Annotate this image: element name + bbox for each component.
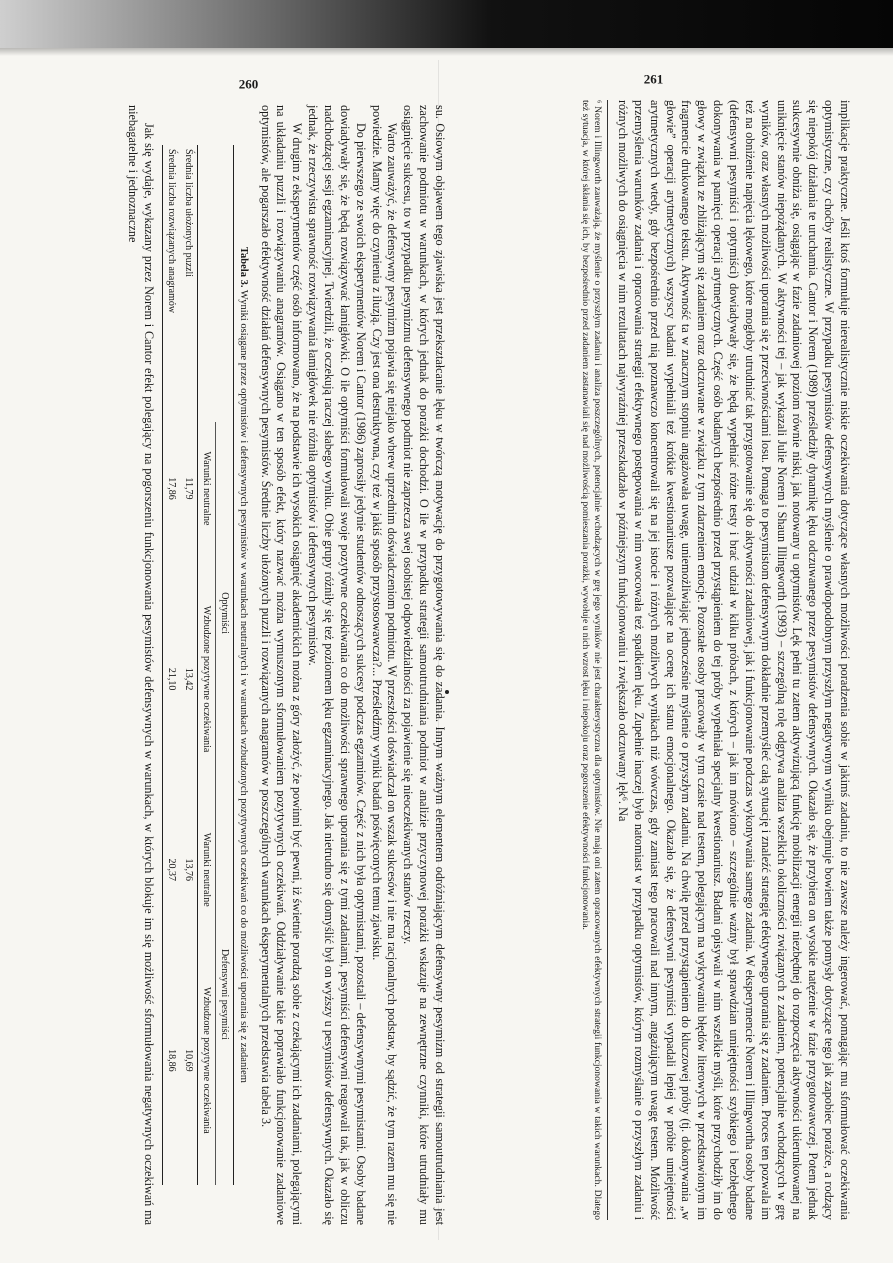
table-cell: 21,10 xyxy=(163,554,181,803)
paragraph: implikacje praktyczne. Jeśli ktoś formułuje nierealistycznie niskie oczekiwania dotyczące własnych możliwości poradzenia sobie w jakimś zadaniu, to nie zawsze należy ingerować, pomagając mu sformułować oczekiwania optymistyczne, czy choćby realistyczne. W przypadku pesymistów defensywnych myślenie o prawdopodobnym przyszłym negatywnym wyniku obejmuje bowiem także pomysły dotyczące tego jak zapobiec porażce, a rodzący się niepokój działania te uruchamia. Cantor i Norem (1989) prześledziły dynamikę lęku odczuwanego przez pesymistów defensywnych. Okazało się, że przybiera on wysokie natężenie w fazie przygotowawczej. Potem jednak sukcesywnie obniża się, osiągając w fazie zadaniowej poziom równie niski, jak notowany u optymistów. Lęk pełni tu zatem aktywizującą funkcję mobilizacji energii niezbędnej do rozpoczęcia aktywności ukierunkowanej na uniknięcie stanów niepożądanych. W aktywności tej – jak wykazali Julie Norem i Shaun Illingworth (1993) – szczególną rolę odgrywa analiza wszelkich okoliczności związanych z zadaniem, potencjalnie wchodzących w grę wyników, oraz własnych możliwości uporania się z przeciwnościami losu. Pomaga to pesymistom defensywnym dokładnie przemyśleć całą sytuację i znaleźć strategię efektywnego uporania się z zadaniem. Proces ten pozwala im też na obniżenie napięcia lękowego, które mogłoby utrudniać tak przygotowanie się do aktywności zadaniowej, jak i funkcjonowanie podczas wykonywania samego zadania. W eksperymencie Norem i Illingwortha osoby badane (defensywni pesymiści i optymiści) dowiadywały się, że będą wypełniać różne testy i brać udział w kilku próbach, z których – jak im mówiono – szczególnie ważny był sprawdzian umiejętności szybkiego i bezbłędnego dokonywania w pamięci operacji arytmetycznych. Część osób badanych bezpośrednio przed przystąpieniem do tej próby wypełniała specjalny kwestionariusz. Badani opisywali w nim wszelkie myśli, które przychodziły im do głowy w związku ze zbliżającym się zadaniem oraz odczuwane w związku z tym zdarzeniem emocje. Pozostałe osoby pracowały w tym czasie nad testem, polegającym na wykrywaniu błędów literowych w przedstawionym im fragmencie drukowanego tekstu. Aktywność ta w znacznym stopniu angażowała uwagę, uniemożliwiając jednocześnie myślenie o przyszłym zadaniu. Na chwilę przed przystąpieniem do kluczowej próby (tj. dokonywania „w głowie” operacji arytmetycznych) wszyscy badani wypełniali też krótkie kwestionariusze pozwalające na ocenę ich stanu emocjonalnego. Okazało się, że defensywni pesymiści wypadali lepiej w próbie umiejętności arytmetycznych wtedy, gdy bezpośrednio przed nią poznawczo koncentrowali się na jej istocie i różnych możliwych wynikach niż wówczas, gdy zamiast tego pracowali nad innym, angażującym uwagę testem. Możliwość przemyślenia warunków zadania i opracowania strategii efektywnego postępowania w nim owocowała też spadkiem lęku. Zupełnie inaczej było natomiast w przypadku optymistów, którym rozmyślanie o przyszłym zadaniu i różnych możliwych do osiągnięcia w nim rezultatach najwyraźniej przeszkadzało w późniejszym funkcjonowaniu i zwiększało odczuwany lęk⁶. Na xyxy=(615,100,852,1220)
table-cell: 17,86 xyxy=(163,422,181,554)
results-table xyxy=(162,145,234,1185)
group-optimists-header: Optymiści xyxy=(216,422,234,803)
page-number: 260 xyxy=(238,76,259,92)
row-label: Średnia liczba ułożonych puzzli xyxy=(183,149,195,278)
table-cell: 11,79 xyxy=(183,477,195,500)
col-neutral-header: Warunki neutralne xyxy=(198,422,216,554)
table-cell: 18,86 xyxy=(163,936,181,1185)
row-label: Średnia liczba rozwiązanych anagramów xyxy=(163,145,181,422)
paragraph: Do pierwszego ze swoich eksperymentów Norem i Cantor (1986) zaprosiły jedynie studentów odnoszących sukcesy podczas egzaminów. Część z nich była optymistami, pozostali – defensywnymi pesymistami. Osoby badane dowiadywały się, że będą rozwiązywać łamigłówki. O ile optymiści formułowali swoje pozytywne oczekiwania co do możliwości sprawnego uporania się z tymi zadaniami, pesymiści defensywni reagowali tak, jak w obliczu nadchodzącej sesji egzaminacyjnej. Twierdzili, że oczekują raczej słabego wyniku. Obie grupy różniły się też poziomem lęku egzaminacyjnego. Jak nietrudno się domyślić był on wyższy u pesymistów defensywnych. Okazało się jednak, że rzeczywista sprawność rozwiązywania łamigłówek nie różniła optymistów i defensywnych pesymistów. xyxy=(306,105,368,1225)
col-neutral-header: Warunki neutralne xyxy=(198,804,216,936)
table-caption xyxy=(236,145,249,1185)
paragraph: Jak się wydaje, wykazany przez Norem i Cantor efekt polegający na pogorszeniu funkcjonowania pesymistów defensywnych w warunkach, w których blokuje im się możliwość sformułowania negatywnych oczekiwań ma niebagatelne i jednoznaczne xyxy=(126,105,157,1225)
table-row xyxy=(180,145,198,1185)
table-cell: 20,37 xyxy=(163,804,181,936)
paragraph: su. Osiowym objawem tego zjawiska jest przekształcanie lęku w twórczą motywację do przygotowywania się do zadania. Innym ważnym elementem odróżniającym defensywny pesymizm od strategii samoutrudniania jest zachowanie podmiotu w warunkach, w których jednak do porażki dochodzi. O ile w przypadku strategii samoutrudniania podmiot w analizie przyczynowej porażki wskazuje na zewnętrzne czynniki, które utrudniały mu osiągnięcie sukcesu, to w przypadku pesymizmu defensywnego podmiot nie zaprzecza swej osobistej odpowiedzialności za pojawienie się nieoczekiwanych stanów rzeczy. xyxy=(401,105,447,1225)
table-cell: 13,76 xyxy=(183,858,195,881)
table-cell: 10,69 xyxy=(183,1049,195,1072)
paragraph: Warto zauważyć, że defensywny pesymizm pojawia się niejako wbrew uprzednim doświadczeniom podmiotu. W przeszłości doświadczał on wszak sukcesów i nie ma racjonalnych podstaw, by sądzić, że tym razem mu się nie powiedzie. Mamy więc do czynienia z iluzją. Czy jest ona destruktywna, czy też w jakiś sposób przystosowawcza?... Prześledźmy wyniki badań poświęconych temu zjawisku. xyxy=(369,105,400,1225)
footnote: ⁶ Norem i Illingworth zauważają, że myślenie o przyszłym zadaniu i analiza poszczególnych, potencjalnie wchodzących w grę jego wyników nie jest charakterystyczna dla optymistów. Nie mają oni zatem opracowanych efektywnych strategii funkcjonowania w takich warunkach. Dlatego też sytuacja, w której skłania się ich, by bezpośrednio przed zadaniem zastanawiali się nad możliwością pomieszania porażki, wywołuje u nich wzrost lęku i niepokoju oraz pogorszenie efektywności funkcjonowania. xyxy=(579,100,608,1220)
scan-top-shadow xyxy=(0,0,893,48)
page-261 xyxy=(452,71,852,1220)
paragraph: W drugim z eksperymentów część osób informowano, że na podstawie ich wysokich osiągnięć akademickich można z góry założyć, że powinni być pewni, iż świetnie poradzą sobie z czekającymi ich zadaniami, polegającymi na układaniu puzzli i rozwiązywaniu anagramów. Osiągano w ten sposób efekt, który nazwać można wymuszonym sformułowaniem pozytywnych oczekiwań. Oddziaływanie takie poprawiało funkcjonowanie zadaniowe optymistów, ale pogarszało efektywność działań defensywnych pesymistów. Średnie liczby ułożonych puzzli i rozwiązanych anagramów w poszczególnych warunkach eksperymentalnych przedstawia tabela 3. xyxy=(258,105,305,1225)
page-260 xyxy=(47,76,447,1225)
table-row xyxy=(163,145,181,1185)
page-number: 261 xyxy=(643,71,664,87)
group-pessimists-header: Defensywni pesymiści xyxy=(216,804,234,1185)
col-positive-header: Wzbudzone pozytywne oczekiwania xyxy=(198,554,216,803)
table-cell: 13,42 xyxy=(183,667,195,691)
table-caption-label: Tabela 3. xyxy=(237,247,249,288)
col-positive-header: Wzbudzone pozytywne oczekiwania xyxy=(198,936,216,1185)
table-caption-text: Wyniki osiągane przez optymistów i defensywnych pesymistów w warunkach neutralnych i w warunkach wzbudzonych pozytywnych oczekiwań co do możliwości uporania się z zadaniem xyxy=(237,289,249,1083)
